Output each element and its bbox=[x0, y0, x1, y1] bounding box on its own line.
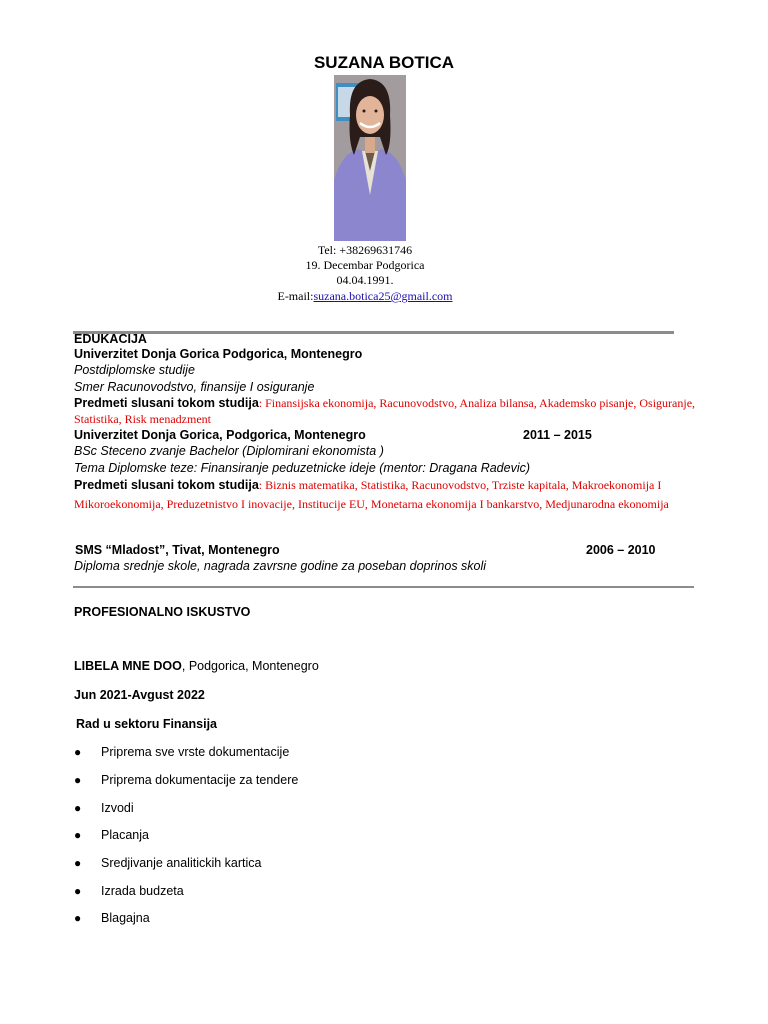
cv-name: SUZANA BOTICA bbox=[313, 53, 455, 72]
list-item: Blagajna bbox=[101, 911, 150, 925]
contact-phone: Tel: +38269631746 bbox=[317, 243, 413, 257]
bullet-icon: ● bbox=[74, 884, 82, 898]
email-link[interactable]: suzana.botica25@gmail.com bbox=[313, 289, 453, 303]
list-item: Izrada budzeta bbox=[101, 884, 184, 898]
bullet-icon: ● bbox=[74, 828, 82, 842]
experience-company-line bbox=[74, 659, 319, 673]
bullet-icon: ● bbox=[74, 773, 82, 787]
education-years-3: 2006 – 2010 bbox=[586, 543, 656, 557]
education-program-1: Postdiplomske studije bbox=[74, 363, 195, 377]
company-name: LIBELA MNE DOO bbox=[74, 659, 182, 673]
list-item: Sredjivanje analitickih kartica bbox=[101, 856, 262, 870]
experience-heading: PROFESIONALNO ISKUSTVO bbox=[74, 605, 251, 619]
section-divider bbox=[73, 331, 674, 334]
list-item: Izvodi bbox=[101, 801, 134, 815]
profile-photo-illustration bbox=[334, 75, 406, 241]
experience-role: Rad u sektoru Finansija bbox=[76, 717, 218, 731]
bullet-icon: ● bbox=[74, 856, 82, 870]
education-subjects-2 bbox=[74, 476, 704, 514]
subjects-label: Predmeti slusani tokom studija bbox=[74, 396, 259, 410]
section-divider bbox=[73, 586, 694, 588]
education-school-2: Univerzitet Donja Gorica, Podgorica, Montenegro bbox=[74, 428, 366, 442]
subjects-label: Predmeti slusani tokom studija bbox=[74, 478, 259, 492]
contact-address: 19. Decembar Podgorica bbox=[305, 258, 425, 272]
education-degree-2: BSc Steceno zvanje Bachelor (Diplomirani ekonomista ) bbox=[74, 444, 384, 458]
list-item: Priprema sve vrste dokumentacije bbox=[101, 745, 290, 759]
education-years-2: 2011 – 2015 bbox=[523, 428, 592, 442]
contact-email-line bbox=[0, 289, 730, 304]
education-thesis-2: Tema Diplomske teze: Finansiranje peduzetnicke ideje (mentor: Dragana Radevic) bbox=[74, 461, 531, 475]
subjects-list: : Biznis matematika, Statistika, Racunovodstvo, Trziste kapitala, Makroekonomija I Mikoroekonomija, Preduzetnistvo I inovacije, Institucije EU, Monetarna ekonomija I bankarstvo, Medjunarodna ekonomija bbox=[74, 478, 669, 511]
education-subjects-1 bbox=[74, 395, 704, 427]
company-location: , Podgorica, Montenegro bbox=[181, 659, 319, 673]
profile-photo bbox=[334, 75, 406, 241]
list-item: Priprema dokumentacije za tendere bbox=[101, 773, 299, 787]
experience-period: Jun 2021-Avgust 2022 bbox=[74, 688, 205, 702]
subjects-list: : Finansijska ekonomija, Racunovodstvo, Analiza bilansa, Akademsko pisanje, Osiguranje, Statistika, Risk menadzment bbox=[74, 396, 696, 426]
education-track-1: Smer Racunovodstvo, finansije I osiguranje bbox=[74, 380, 315, 394]
bullet-icon: ● bbox=[74, 801, 82, 815]
education-school-3: SMS “Mladost”, Tivat, Montenegro bbox=[75, 543, 280, 557]
email-label: E-mail: bbox=[277, 289, 314, 303]
education-school-1: Univerzitet Donja Gorica Podgorica, Montenegro bbox=[74, 347, 363, 361]
contact-dob: 04.04.1991. bbox=[336, 273, 394, 287]
education-heading: EDUKACIJA bbox=[74, 332, 147, 346]
bullet-icon: ● bbox=[74, 745, 82, 759]
education-note-3: Diploma srednje skole, nagrada zavrsne godine za poseban doprinos skoli bbox=[74, 559, 487, 573]
list-item: Placanja bbox=[101, 828, 149, 842]
bullet-icon: ● bbox=[74, 911, 82, 925]
